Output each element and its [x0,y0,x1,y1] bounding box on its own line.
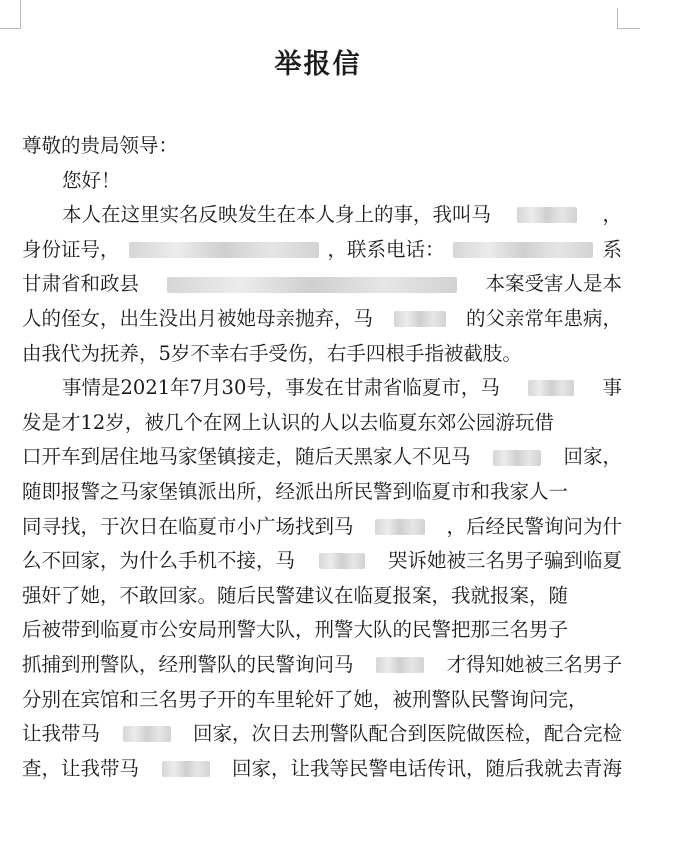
redacted-id-number [129,242,319,258]
document-title: 举报信 [274,49,362,80]
redacted-address [167,277,457,293]
letter-body [22,129,622,786]
paragraph-2-line: 发是才12岁，被几个在网上认识的人以去临夏东郊公园游玩借 [22,410,554,434]
paragraph-1-line: 由我代为抚养，5岁不幸右手受伤，右手四根手指被截肢。 [22,341,522,365]
paragraph-1-line: 人的侄女，出生没出月被她母亲抛弃，马 的父亲常年患病， [22,306,622,330]
redacted-name [375,519,425,535]
page-corner-mark-right [617,8,640,29]
paragraph-1-line: 甘肃省和政县 本案受害人是本 [22,272,622,296]
paragraph-2-line: 同寻找，于次日在临夏市小广场找到马 ，后经民警询问为什 [22,514,622,538]
paragraph-1-line: 本人在这里实名反映发生在本人身上的事，我叫马 ， [62,203,622,227]
redacted-name [162,761,210,777]
paragraph-2-line: 随即报警之马家堡镇派出所，经派出所民警到临夏市和我家人一 [22,479,569,503]
greeting-line: 您好！ [62,168,121,192]
paragraph-2-line: 强奸了她，不敢回家。随后民警建议在临夏报案，我就报案，随 [22,583,569,607]
redacted-name [123,726,171,742]
redacted-name [394,311,446,327]
paragraph-2-line: 么不回家，为什么手机不接，马 哭诉她被三名男子骗到临夏 [22,549,622,573]
paragraph-2-line: 事情是2021年7月30号，事发在甘肃省临夏市，马 事 [62,376,622,400]
salutation-line: 尊敬的贵局领导： [22,134,179,157]
paragraph-2-line: 抓捕到刑警队，经刑警队的民警询问马 才得知她被三名男子 [22,652,622,676]
paragraph-2-line: 让我带马 回家，次日去刑警队配合到医院做医检，配合完检 [22,722,622,746]
redacted-name [376,657,424,673]
paragraph-2-line: 分别在宾馆和三名男子开的车里轮奸了她，被刑警队民警询问完， [22,687,588,711]
paragraph-2-line: 查，让我带马 回家，让我等民警电话传讯，随后我就去青海 [22,756,622,780]
page-corner-mark-left [0,0,21,29]
paragraph-2-line: 口开车到居住地马家堡镇接走，随后天黑家人不见马 回家， [22,445,622,469]
paragraph-2-line: 后被带到临夏市公安局刑警大队，刑警大队的民警把那三名男子 [22,618,569,642]
redacted-name [528,380,574,396]
paragraph-1-line: 身份证号， ，联系电话： 系 [22,237,622,261]
redacted-phone [453,242,593,258]
redacted-name [517,207,577,223]
redacted-name [493,450,541,466]
redacted-name [319,553,365,569]
